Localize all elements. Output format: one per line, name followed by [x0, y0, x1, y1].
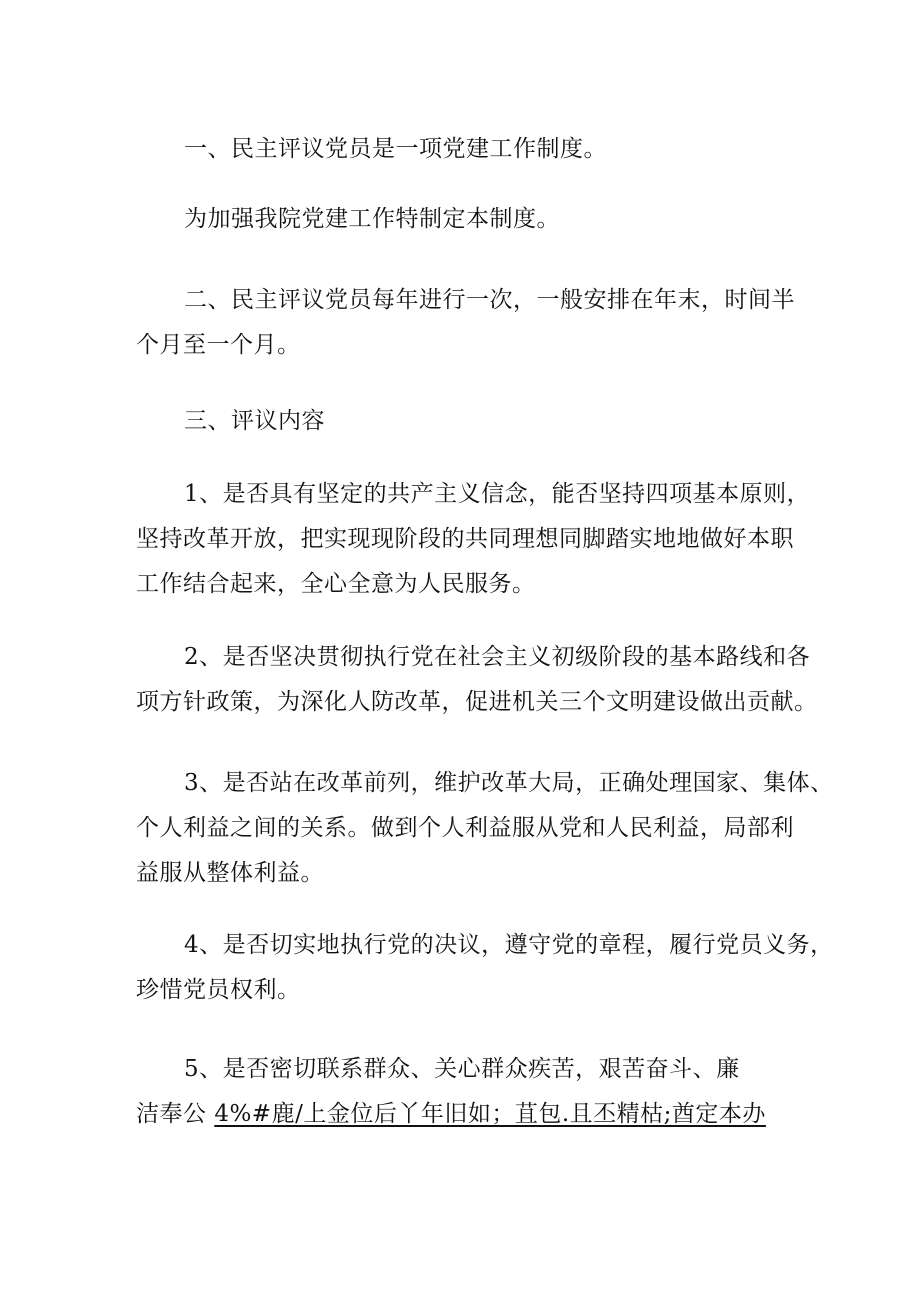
- paragraph-line: 坚持改革开放，把实现现阶段的共同理想同脚踏实地地做好本职: [136, 526, 794, 552]
- paragraph-line: 3、是否站在改革前列，维护改革大局，正确处理国家、集体、: [184, 770, 834, 796]
- paragraph-line: 一、民主评议党员是一项党建工作制度。: [184, 136, 607, 162]
- paragraph-line: 三、评议内容: [184, 408, 325, 434]
- paragraph-text: 洁奉公: [136, 1101, 207, 1127]
- paragraph-line: 珍惜党员权利。: [136, 977, 301, 1003]
- paragraph-2: [136, 197, 796, 242]
- garbled-ocr-text: 4%#鹿/上金位后丫年旧如；苴包.且丕精枯;酋定本办: [214, 1101, 766, 1127]
- paragraph-line: 2、是否坚决贯彻执行党在社会主义初级阶段的基本路线和各: [184, 644, 811, 670]
- paragraph-5: [136, 472, 811, 607]
- paragraph-3: [136, 278, 796, 368]
- paragraph-line: 个月至一个月。: [136, 332, 301, 358]
- paragraph-4: [136, 399, 796, 444]
- paragraph-line: 工作结合起来，全心全意为人民服务。: [136, 571, 536, 597]
- paragraph-9: [136, 1047, 796, 1137]
- paragraph-line: 益服从整体利益。: [136, 860, 324, 886]
- paragraph-line: 1、是否具有坚定的共产主义信念，能否坚持四项基本原则，: [184, 481, 811, 507]
- paragraph-line-with-garbled-tail: [136, 1092, 796, 1137]
- paragraph-line: 二、民主评议党员每年进行一次，一般安排在年末，时间半: [184, 287, 795, 313]
- paragraph-8: [136, 923, 834, 1013]
- paragraph-7: [136, 761, 834, 896]
- paragraph-1: [136, 127, 796, 172]
- paragraph-line: 4、是否切实地执行党的决议，遵守党的章程，履行党员义务，: [184, 932, 834, 958]
- paragraph-line: 个人利益之间的关系。做到个人利益服从党和人民利益，局部利: [136, 815, 794, 841]
- paragraph-line: 为加强我院党建工作特制定本制度。: [184, 206, 560, 232]
- paragraph-line: 5、是否密切联系群众、关心群众疾苦，艰苦奋斗、廉: [184, 1056, 740, 1082]
- paragraph-line: 项方针政策，为深化人防改革，促进机关三个文明建设做出贡献。: [136, 689, 818, 715]
- paragraph-6: [136, 635, 818, 725]
